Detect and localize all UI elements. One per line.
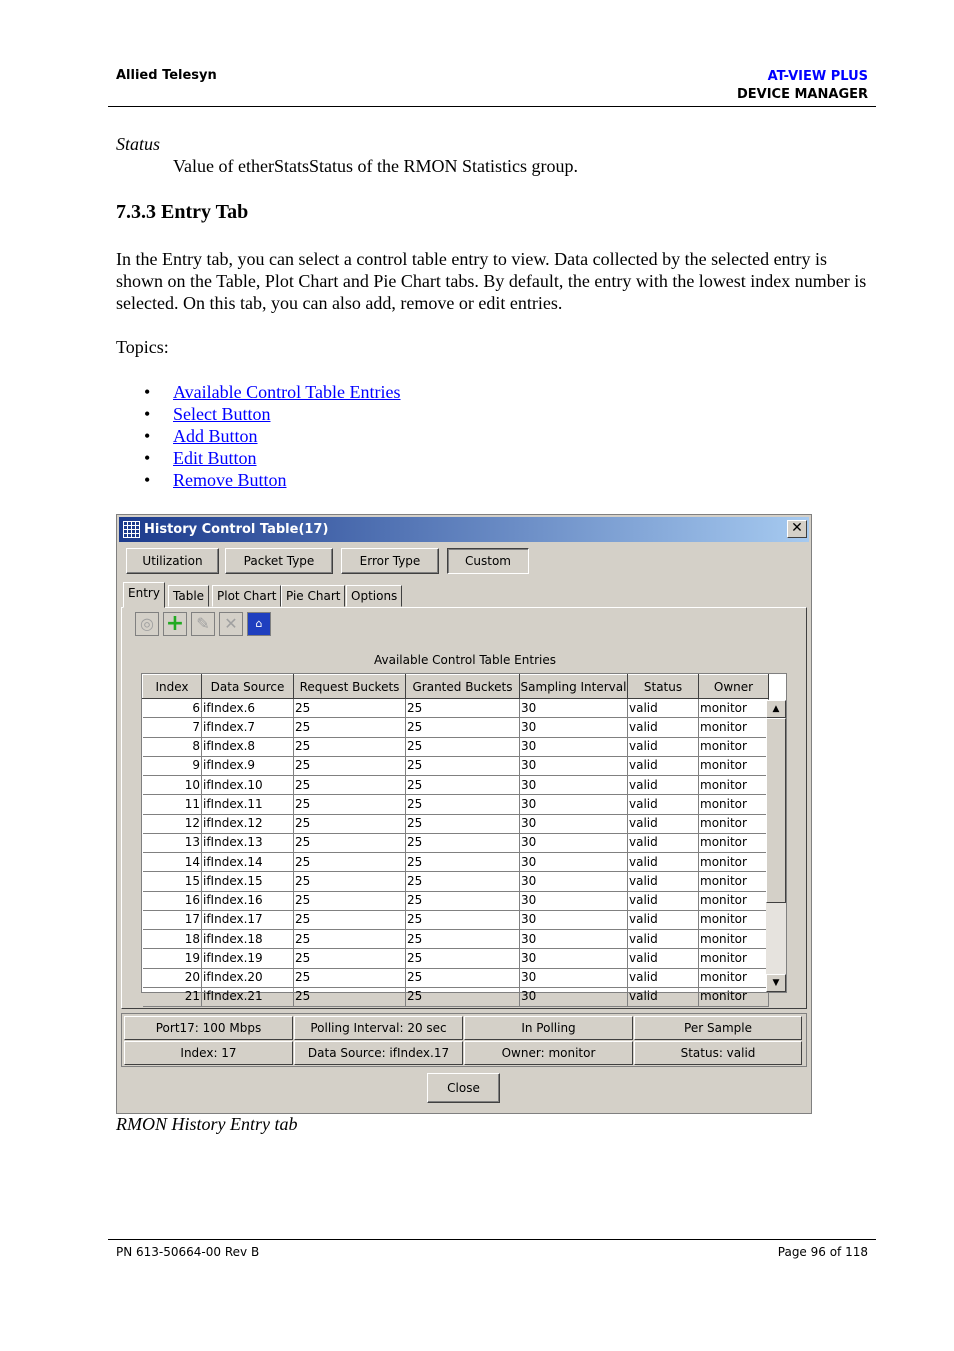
table-cell: valid — [628, 718, 699, 737]
module-name: DEVICE MANAGER — [736, 87, 868, 102]
table-cell: monitor — [699, 737, 769, 756]
table-cell: 30 — [520, 756, 628, 775]
table-row[interactable] — [143, 776, 769, 795]
table-cell: 25 — [294, 987, 406, 1006]
link-edit-button[interactable]: Edit Button — [173, 448, 257, 468]
info-data-source: Data Source: ifIndex.17 — [294, 1041, 463, 1065]
topic-item — [116, 447, 401, 469]
table-row[interactable] — [143, 699, 769, 718]
table-cell: ifIndex.20 — [202, 968, 294, 987]
table-cell: ifIndex.6 — [202, 699, 294, 718]
table-row[interactable] — [143, 872, 769, 891]
table-body — [143, 699, 769, 1007]
topic-item — [116, 403, 401, 425]
topic-links — [116, 381, 401, 491]
table-cell: 30 — [520, 718, 628, 737]
table-cell: 30 — [520, 968, 628, 987]
table-cell: 6 — [143, 699, 202, 718]
col-sampling-interval[interactable]: Sampling Interval — [520, 675, 628, 699]
tab-plot-chart[interactable]: Plot Chart — [212, 585, 281, 607]
table-cell: ifIndex.15 — [202, 872, 294, 891]
table-cell: ifIndex.11 — [202, 795, 294, 814]
table-cell: 25 — [406, 949, 520, 968]
topic-item — [116, 381, 401, 403]
add-plus-icon[interactable]: + — [163, 612, 187, 636]
table-cell: 9 — [143, 756, 202, 775]
table-cell: monitor — [699, 853, 769, 872]
table-cell: 15 — [143, 872, 202, 891]
table-cell: 30 — [520, 930, 628, 949]
table-cell: 25 — [406, 737, 520, 756]
table-cell: monitor — [699, 987, 769, 1006]
topics-label: Topics: — [116, 337, 169, 357]
table-cell: monitor — [699, 949, 769, 968]
table-row[interactable] — [143, 814, 769, 833]
table-cell: 8 — [143, 737, 202, 756]
table-cell: 25 — [294, 814, 406, 833]
network-icon[interactable]: ⌂ — [247, 612, 271, 636]
table-cell: ifIndex.19 — [202, 949, 294, 968]
table-cell: 25 — [294, 737, 406, 756]
table-cell: 17 — [143, 910, 202, 929]
table-cell: 25 — [406, 699, 520, 718]
intro-paragraph: In the Entry tab, you can select a control table entry to view. Data collected by the selected entry is shown on the Table, Plot Chart and Pie Chart tabs. By default, the entry with the lowest index number is selected. On this tab, you can also add, remove or edit entries. — [116, 249, 867, 313]
table-cell: 21 — [143, 987, 202, 1006]
error-type-button[interactable]: Error Type — [341, 548, 439, 574]
header-rule — [108, 106, 876, 107]
table-row[interactable] — [143, 987, 769, 1006]
table-cell: valid — [628, 949, 699, 968]
table-cell: ifIndex.16 — [202, 891, 294, 910]
figure-caption: RMON History Entry tab — [116, 1114, 298, 1134]
table-cell: monitor — [699, 699, 769, 718]
col-data-source[interactable]: Data Source — [202, 675, 294, 699]
table-caption: Available Control Table Entries — [374, 653, 556, 667]
table-cell: ifIndex.21 — [202, 987, 294, 1006]
tab-table[interactable]: Table — [168, 585, 209, 607]
table-row[interactable] — [143, 968, 769, 987]
table-row[interactable] — [143, 891, 769, 910]
table-cell: valid — [628, 833, 699, 852]
table-cell: valid — [628, 776, 699, 795]
table-cell: valid — [628, 853, 699, 872]
table-cell: 25 — [406, 718, 520, 737]
table-cell: 25 — [406, 910, 520, 929]
table-cell: 25 — [406, 853, 520, 872]
table-cell: valid — [628, 699, 699, 718]
table-cell: valid — [628, 930, 699, 949]
table-cell: valid — [628, 891, 699, 910]
table-cell: monitor — [699, 930, 769, 949]
table-cell: ifIndex.7 — [202, 718, 294, 737]
table-cell: ifIndex.9 — [202, 756, 294, 775]
header-company: Allied Telesyn — [116, 68, 217, 83]
table-cell: 25 — [406, 833, 520, 852]
table-cell: 30 — [520, 699, 628, 718]
table-cell: ifIndex.17 — [202, 910, 294, 929]
col-granted-buckets[interactable]: Granted Buckets — [406, 675, 520, 699]
table-cell: valid — [628, 968, 699, 987]
table-cell: monitor — [699, 910, 769, 929]
history-control-window — [116, 514, 812, 1114]
table-cell: 14 — [143, 853, 202, 872]
scroll-thumb[interactable] — [766, 718, 786, 903]
table-cell: 25 — [294, 930, 406, 949]
grid-app-icon — [123, 521, 140, 538]
table-cell: monitor — [699, 795, 769, 814]
table-cell: 30 — [520, 814, 628, 833]
table-cell: 25 — [406, 776, 520, 795]
table-cell: monitor — [699, 872, 769, 891]
table-row[interactable] — [143, 910, 769, 929]
table-cell: valid — [628, 795, 699, 814]
edit-icon[interactable]: ✎ — [191, 612, 215, 636]
table-row[interactable] — [143, 737, 769, 756]
info-index: Index: 17 — [124, 1041, 293, 1065]
table-cell: monitor — [699, 891, 769, 910]
table-cell: 25 — [294, 949, 406, 968]
table-cell: 25 — [294, 776, 406, 795]
window-title: History Control Table(17) — [144, 522, 329, 537]
table-cell: 18 — [143, 930, 202, 949]
close-button[interactable]: Close — [427, 1073, 500, 1103]
table-cell: monitor — [699, 718, 769, 737]
tab-pie-chart[interactable]: Pie Chart — [281, 585, 345, 607]
window-titlebar[interactable] — [119, 517, 809, 542]
table-cell: 25 — [406, 891, 520, 910]
table-cell: valid — [628, 872, 699, 891]
control-table-grid — [141, 673, 787, 1004]
table-cell: ifIndex.10 — [202, 776, 294, 795]
table-cell: 25 — [294, 718, 406, 737]
topic-item — [116, 469, 401, 491]
table-cell: 19 — [143, 949, 202, 968]
control-table — [142, 674, 769, 1007]
table-cell: 25 — [294, 910, 406, 929]
custom-button[interactable]: Custom — [447, 548, 529, 574]
table-cell: 25 — [294, 833, 406, 852]
table-cell: 25 — [406, 987, 520, 1006]
table-cell: 10 — [143, 776, 202, 795]
info-in-polling: In Polling — [464, 1016, 633, 1040]
table-cell: 30 — [520, 872, 628, 891]
table-cell: 16 — [143, 891, 202, 910]
table-cell: 20 — [143, 968, 202, 987]
table-cell: 25 — [406, 968, 520, 987]
packet-type-button[interactable]: Packet Type — [225, 548, 333, 574]
topic-item — [116, 425, 401, 447]
table-row[interactable] — [143, 795, 769, 814]
table-cell: valid — [628, 756, 699, 775]
info-owner: Owner: monitor — [464, 1041, 633, 1065]
table-cell: 30 — [520, 833, 628, 852]
table-cell: 30 — [520, 853, 628, 872]
table-cell: 25 — [294, 872, 406, 891]
table-row[interactable] — [143, 930, 769, 949]
table-cell: 25 — [294, 756, 406, 775]
info-polling-interval: Polling Interval: 20 sec — [294, 1016, 463, 1040]
table-row[interactable] — [143, 853, 769, 872]
table-cell: monitor — [699, 968, 769, 987]
table-cell: 30 — [520, 795, 628, 814]
table-header-row — [143, 675, 769, 699]
table-cell: 13 — [143, 833, 202, 852]
table-cell: ifIndex.18 — [202, 930, 294, 949]
table-cell: monitor — [699, 756, 769, 775]
tab-options[interactable]: Options — [346, 585, 402, 607]
col-index[interactable]: Index — [143, 675, 202, 699]
table-cell: monitor — [699, 814, 769, 833]
section-title: 7.3.3 Entry Tab — [116, 201, 249, 223]
table-cell: 25 — [294, 699, 406, 718]
table-cell: 25 — [294, 795, 406, 814]
table-cell: 25 — [294, 853, 406, 872]
table-cell: valid — [628, 737, 699, 756]
scroll-down-icon[interactable]: ▼ — [766, 974, 786, 992]
table-cell: 25 — [406, 930, 520, 949]
col-request-buckets[interactable]: Request Buckets — [294, 675, 406, 699]
table-cell: 30 — [520, 910, 628, 929]
table-cell: valid — [628, 814, 699, 833]
footer-rule — [108, 1239, 876, 1240]
table-cell: monitor — [699, 776, 769, 795]
link-add-button[interactable]: Add Button — [173, 426, 258, 446]
status-definition: Value of etherStatsStatus of the RMON Statistics group. — [173, 156, 578, 176]
table-row[interactable] — [143, 833, 769, 852]
product-name: AT-VIEW PLUS — [767, 69, 868, 84]
table-cell: ifIndex.12 — [202, 814, 294, 833]
table-cell: ifIndex.8 — [202, 737, 294, 756]
info-status: Status: valid — [634, 1041, 802, 1065]
table-cell: 30 — [520, 737, 628, 756]
table-cell: 11 — [143, 795, 202, 814]
close-icon[interactable]: ✕ — [787, 520, 807, 538]
link-remove-button[interactable]: Remove Button — [173, 470, 287, 490]
table-row[interactable] — [143, 949, 769, 968]
col-status[interactable]: Status — [628, 675, 699, 699]
table-cell: 12 — [143, 814, 202, 833]
table-cell: ifIndex.13 — [202, 833, 294, 852]
table-cell: 30 — [520, 776, 628, 795]
table-cell: ifIndex.14 — [202, 853, 294, 872]
status-term: Status — [116, 134, 161, 154]
footer-page: Page 96 of 118 — [777, 1245, 868, 1259]
link-select-button[interactable]: Select Button — [173, 404, 271, 424]
table-cell: 30 — [520, 987, 628, 1006]
remove-x-icon[interactable]: ✕ — [219, 612, 243, 636]
table-cell: 30 — [520, 949, 628, 968]
info-port: Port17: 100 Mbps — [124, 1016, 293, 1040]
scroll-up-icon[interactable]: ▲ — [766, 700, 786, 718]
table-cell: 7 — [143, 718, 202, 737]
table-cell: valid — [628, 910, 699, 929]
table-cell: 25 — [294, 891, 406, 910]
info-per-sample: Per Sample — [634, 1016, 802, 1040]
col-owner[interactable]: Owner — [699, 675, 769, 699]
tab-entry[interactable]: Entry — [123, 582, 165, 608]
table-row[interactable] — [143, 756, 769, 775]
table-cell: monitor — [699, 833, 769, 852]
table-cell: 25 — [406, 872, 520, 891]
table-cell: 25 — [406, 795, 520, 814]
link-available-entries[interactable]: Available Control Table Entries — [173, 382, 401, 402]
vertical-scrollbar[interactable] — [766, 700, 786, 992]
table-cell: 25 — [406, 814, 520, 833]
table-row[interactable] — [143, 718, 769, 737]
table-cell: 25 — [406, 756, 520, 775]
table-cell: 30 — [520, 891, 628, 910]
footer-part-number: PN 613-50664-00 Rev B — [116, 1245, 260, 1259]
table-cell: valid — [628, 987, 699, 1006]
utilization-button[interactable]: Utilization — [126, 548, 219, 574]
table-cell: 25 — [294, 968, 406, 987]
entry-info-panel — [121, 1013, 807, 1067]
header-product — [737, 68, 868, 104]
select-target-icon[interactable]: ◎ — [135, 612, 159, 636]
